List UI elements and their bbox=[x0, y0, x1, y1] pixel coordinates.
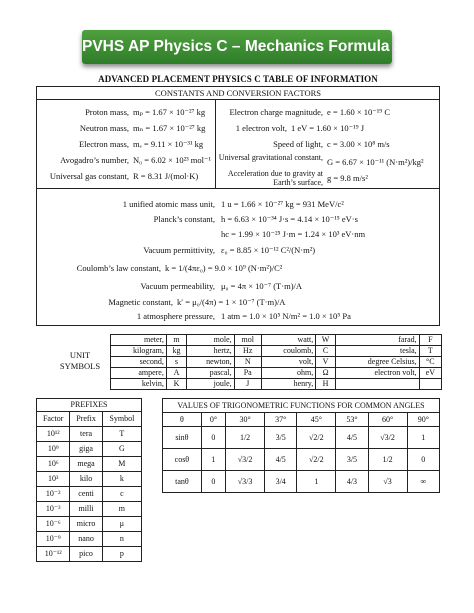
table-row bbox=[37, 487, 142, 502]
prefix-factor: 10⁶ bbox=[37, 457, 70, 472]
prefix-name: milli bbox=[70, 502, 102, 517]
prefix-name: kilo bbox=[70, 472, 102, 487]
unit-symbol: s bbox=[166, 357, 186, 368]
const-label: Vacuum permeability, bbox=[140, 281, 215, 291]
column-header: 37° bbox=[265, 413, 297, 427]
trig-table bbox=[162, 398, 440, 493]
trig-value: 0 bbox=[407, 449, 439, 471]
table-row bbox=[37, 472, 142, 487]
unit-symbol: W bbox=[316, 335, 336, 346]
const-value: k′ = μ₀/(4π) = 1 × 10⁻⁷ (T·m)/A bbox=[177, 297, 286, 307]
prefix-name: micro bbox=[70, 517, 102, 532]
prefix-name: centi bbox=[70, 487, 102, 502]
prefix-factor: 10¹² bbox=[37, 427, 70, 442]
prefixes-table bbox=[36, 398, 142, 562]
table-row bbox=[37, 502, 142, 517]
const-label: Planck’s constant, bbox=[153, 214, 215, 224]
const-value: e = 1.60 × 10⁻¹⁹ C bbox=[327, 107, 391, 117]
unit-symbol: N bbox=[234, 357, 261, 368]
trig-value: 3/5 bbox=[265, 427, 297, 449]
prefix-factor: 10⁹ bbox=[37, 442, 70, 457]
const-value: N₀ = 6.02 × 10²³ mol⁻¹ bbox=[133, 155, 212, 165]
unit-name: mole, bbox=[187, 335, 235, 346]
trig-value: 3/5 bbox=[336, 449, 368, 471]
column-header: 90° bbox=[407, 413, 439, 427]
prefix-factor: 10⁻¹² bbox=[37, 547, 70, 562]
trig-value: 1/2 bbox=[368, 449, 407, 471]
unit-name: kelvin, bbox=[111, 379, 167, 390]
const-label: Neutron mass, bbox=[79, 123, 129, 133]
unit-name: joule, bbox=[187, 379, 235, 390]
unit-name: tesla, bbox=[335, 346, 419, 357]
constants-panel bbox=[36, 86, 440, 326]
unit-symbol: V bbox=[316, 357, 336, 368]
column-header: 45° bbox=[297, 413, 336, 427]
trig-value: 4/3 bbox=[336, 471, 368, 493]
trig-fn: sinθ bbox=[163, 427, 202, 449]
trig-value: 4/5 bbox=[336, 427, 368, 449]
column-header: 53° bbox=[336, 413, 368, 427]
const-label: Vacuum permittivity, bbox=[143, 245, 215, 255]
unit-name: second, bbox=[111, 357, 167, 368]
column-header: 60° bbox=[368, 413, 407, 427]
unit-name: ampere, bbox=[111, 368, 167, 379]
unit-symbol bbox=[419, 379, 441, 390]
prefix-factor: 10⁻⁹ bbox=[37, 532, 70, 547]
unit-name: pascal, bbox=[187, 368, 235, 379]
prefix-factor: 10⁻² bbox=[37, 487, 70, 502]
table-row bbox=[111, 368, 442, 379]
unit-symbol: F bbox=[419, 335, 441, 346]
const-label: 1 atmosphere pressure, bbox=[136, 311, 215, 321]
unit-name: ohm, bbox=[261, 368, 315, 379]
prefix-factor: 10³ bbox=[37, 472, 70, 487]
table-row bbox=[37, 442, 142, 457]
const-value: mₙ = 1.67 × 10⁻²⁷ kg bbox=[133, 123, 206, 133]
unit-name: watt, bbox=[261, 335, 315, 346]
trig-value: 1 bbox=[201, 449, 225, 471]
trig-fn: tanθ bbox=[163, 471, 202, 493]
column-header: 0° bbox=[201, 413, 225, 427]
table-row bbox=[163, 413, 440, 427]
const-value: k = 1/(4πε₀) = 9.0 × 10⁹ (N·m²)/C² bbox=[165, 263, 283, 273]
table-row bbox=[163, 449, 440, 471]
const-label: Speed of light, bbox=[273, 139, 323, 149]
sheet-banner: PVHS AP Physics C – Mechanics Formula Sheet bbox=[82, 30, 392, 64]
table-row bbox=[111, 357, 442, 368]
table-row bbox=[37, 427, 142, 442]
const-value: h = 6.63 × 10⁻³⁴ J·s = 4.14 × 10⁻¹⁵ eV·s bbox=[221, 214, 358, 224]
prefix-symbol: p bbox=[102, 547, 141, 562]
prefix-symbol: k bbox=[102, 472, 141, 487]
prefix-factor: 10⁻³ bbox=[37, 502, 70, 517]
trig-value: ∞ bbox=[407, 471, 439, 493]
unit-symbol: Hz bbox=[234, 346, 261, 357]
trig-value: 0 bbox=[201, 471, 225, 493]
column-header: 30° bbox=[226, 413, 265, 427]
const-value: 1 eV = 1.60 × 10⁻¹⁹ J bbox=[291, 123, 365, 133]
unit-name: henry, bbox=[261, 379, 315, 390]
prefix-symbol: M bbox=[102, 457, 141, 472]
const-value: μ₀ = 4π × 10⁻⁷ (T·m)/A bbox=[221, 281, 303, 291]
prefix-name: tera bbox=[70, 427, 102, 442]
trig-value: 4/5 bbox=[265, 449, 297, 471]
prefixes-title: PREFIXES bbox=[37, 399, 142, 412]
table-row bbox=[163, 471, 440, 493]
const-label: Proton mass, bbox=[85, 107, 129, 117]
const-value: hc = 1.99 × 10⁻²⁵ J·m = 1.24 × 10³ eV·nm bbox=[221, 229, 366, 239]
unit-symbol: H bbox=[316, 379, 336, 390]
unit-symbol: C bbox=[316, 346, 336, 357]
const-value: c = 3.00 × 10⁸ m/s bbox=[327, 139, 390, 149]
unit-symbol: Pa bbox=[234, 368, 261, 379]
prefix-name: giga bbox=[70, 442, 102, 457]
unit-symbol: kg bbox=[166, 346, 186, 357]
const-value: ε₀ = 8.85 × 10⁻¹² C²/(N·m²) bbox=[221, 245, 316, 255]
trig-value: 1 bbox=[407, 427, 439, 449]
table-row bbox=[111, 346, 442, 357]
unit-name: electron volt, bbox=[335, 368, 419, 379]
column-header: Factor bbox=[37, 412, 70, 427]
unit-symbol: J bbox=[234, 379, 261, 390]
trig-value: 1/2 bbox=[226, 427, 265, 449]
unit-name: hertz, bbox=[187, 346, 235, 357]
prefix-name: mega bbox=[70, 457, 102, 472]
prefix-symbol: m bbox=[102, 502, 141, 517]
column-header: θ bbox=[163, 413, 202, 427]
const-label: Magnetic constant, bbox=[108, 297, 173, 307]
table-row bbox=[37, 517, 142, 532]
trig-value: √2/2 bbox=[297, 449, 336, 471]
const-value: R = 8.31 J/(mol·K) bbox=[133, 171, 199, 181]
unit-name: degree Celsius, bbox=[335, 357, 419, 368]
unit-symbol: Ω bbox=[316, 368, 336, 379]
const-label: Avogadro’s number, bbox=[60, 155, 129, 165]
unit-symbols-label: UNIT SYMBOLS bbox=[59, 350, 101, 371]
table-row bbox=[163, 427, 440, 449]
table-row bbox=[37, 457, 142, 472]
unit-symbol: mol bbox=[234, 335, 261, 346]
unit-name: farad, bbox=[335, 335, 419, 346]
unit-symbols-table bbox=[110, 334, 442, 390]
const-label: Coulomb’s law constant, bbox=[76, 263, 161, 273]
const-label: 1 unified atomic mass unit, bbox=[122, 199, 215, 209]
table-row bbox=[37, 547, 142, 562]
prefix-symbol: n bbox=[102, 532, 141, 547]
unit-name bbox=[335, 379, 419, 390]
const-value: mₑ = 9.11 × 10⁻³¹ kg bbox=[133, 139, 204, 149]
trig-fn: cosθ bbox=[163, 449, 202, 471]
table-row bbox=[111, 379, 442, 390]
const-label: Electron charge magnitude, bbox=[229, 107, 323, 117]
const-label: Acceleration due to gravity at Earth’s surface, bbox=[227, 169, 323, 187]
unit-symbol: T bbox=[419, 346, 441, 357]
unit-name: coulomb, bbox=[261, 346, 315, 357]
const-value: 1 atm = 1.0 × 10⁵ N/m² = 1.0 × 10⁵ Pa bbox=[221, 311, 351, 321]
unit-name: meter, bbox=[111, 335, 167, 346]
trig-value: √3/2 bbox=[368, 427, 407, 449]
prefix-factor: 10⁻⁶ bbox=[37, 517, 70, 532]
unit-symbol: eV bbox=[419, 368, 441, 379]
trig-value: 1 bbox=[297, 471, 336, 493]
unit-symbol: K bbox=[166, 379, 186, 390]
table-title: ADVANCED PLACEMENT PHYSICS C TABLE OF INFORMATION bbox=[98, 74, 378, 84]
trig-value: √3 bbox=[368, 471, 407, 493]
trig-value: 0 bbox=[201, 427, 225, 449]
table-row bbox=[111, 335, 442, 346]
unit-name: kilogram, bbox=[111, 346, 167, 357]
const-value: 1 u = 1.66 × 10⁻²⁷ kg = 931 MeV/c² bbox=[221, 199, 344, 209]
const-value: mₚ = 1.67 × 10⁻²⁷ kg bbox=[133, 107, 206, 117]
trig-value: 3/4 bbox=[265, 471, 297, 493]
trig-value: √3/2 bbox=[226, 449, 265, 471]
unit-symbol: A bbox=[166, 368, 186, 379]
prefix-symbol: μ bbox=[102, 517, 141, 532]
trig-value: √3/3 bbox=[226, 471, 265, 493]
prefix-name: nano bbox=[70, 532, 102, 547]
prefix-symbol: G bbox=[102, 442, 141, 457]
trig-value: √2/2 bbox=[297, 427, 336, 449]
unit-symbol: m bbox=[166, 335, 186, 346]
unit-symbol: °C bbox=[419, 357, 441, 368]
unit-name: volt, bbox=[261, 357, 315, 368]
prefix-symbol: c bbox=[102, 487, 141, 502]
constants-header: CONSTANTS AND CONVERSION FACTORS bbox=[37, 87, 439, 100]
prefix-symbol: T bbox=[102, 427, 141, 442]
table-row bbox=[37, 412, 142, 427]
unit-name: newton, bbox=[187, 357, 235, 368]
const-value: G = 6.67 × 10⁻¹¹ (N·m²)/kg² bbox=[327, 157, 424, 167]
table-row bbox=[37, 532, 142, 547]
const-label: Electron mass, bbox=[78, 139, 129, 149]
column-header: Symbol bbox=[102, 412, 141, 427]
column-header: Prefix bbox=[70, 412, 102, 427]
const-label: Universal gas constant, bbox=[49, 171, 129, 181]
prefix-name: pico bbox=[70, 547, 102, 562]
const-value: g = 9.8 m/s² bbox=[327, 173, 368, 183]
const-label: 1 electron volt, bbox=[235, 123, 287, 133]
const-label: Universal gravitational constant, bbox=[218, 153, 323, 162]
trig-title: VALUES OF TRIGONOMETRIC FUNCTIONS FOR COMMON ANGLES bbox=[163, 399, 440, 413]
